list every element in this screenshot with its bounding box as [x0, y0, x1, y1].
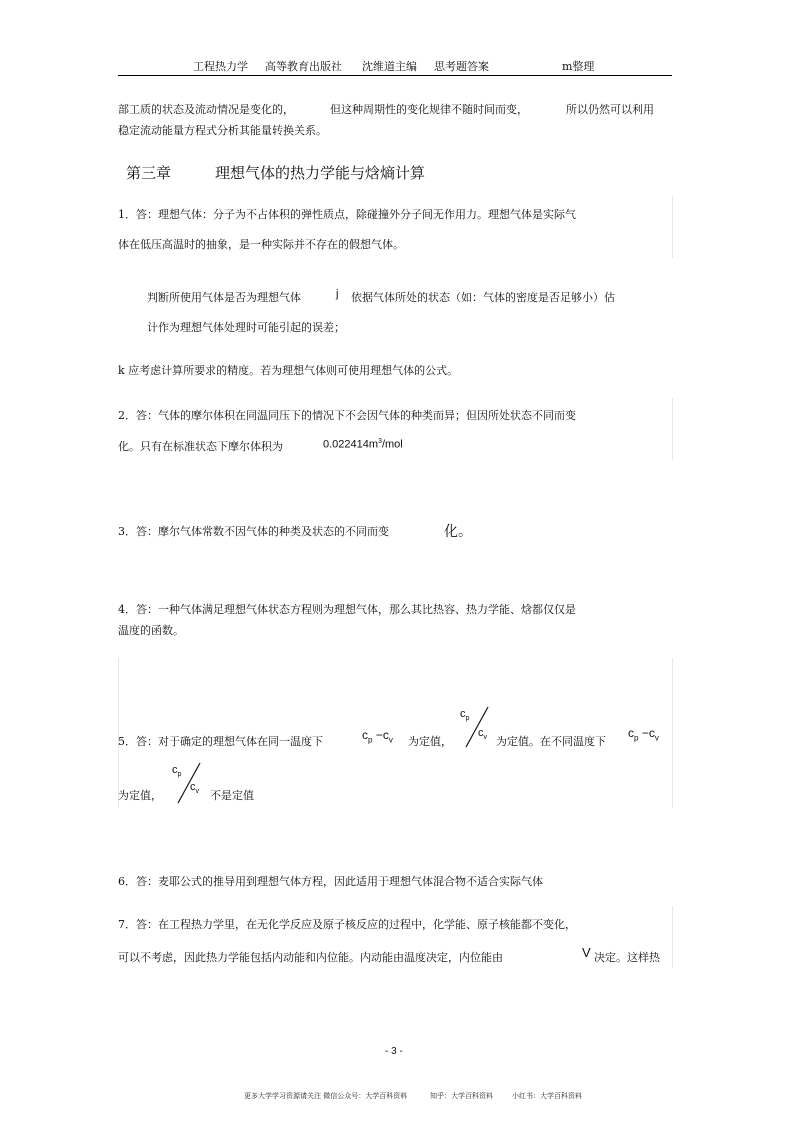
a5-ratio-cp-over-cv: $c_p$ $c_v$	[458, 705, 498, 749]
a1-line5: k 应考虑计算所要求的精度。若为理想气体则可使用理想气体的公式。	[118, 364, 459, 377]
chapter-number: 第三章	[126, 164, 172, 182]
a5-not-fixed: 不是定值	[210, 789, 254, 802]
a4-line1: 4．答：一种气体满足理想气体状态方程则为理想气体，那么其比热容、热力学能、焓都仅仅是	[118, 603, 576, 616]
a5-fixed-1: 为定值，	[408, 735, 452, 748]
page-number: - 3 -	[385, 1046, 403, 1057]
a5-line1: 5．答：对于确定的理想气体在同一温度下	[118, 735, 323, 748]
header-course: 工程热力学	[193, 60, 248, 73]
a1-line3-c: 依据气体所处的状态（如：气体的密度是否足够小）估	[351, 291, 615, 304]
header-doc-type: 思考题答案	[434, 60, 489, 73]
a4-line2: 温度的函数。	[118, 624, 184, 637]
a2-value: 0.022414m	[323, 438, 379, 451]
scan-line	[672, 196, 673, 258]
scan-line	[672, 398, 673, 460]
a2-line2: 化。只有在标准状态下摩尔体积为	[118, 440, 283, 453]
a3-line1: 3．答：摩尔气体常数不因气体的种类及状态的不同而变	[118, 525, 389, 538]
a5-fixed-2: 为定值。在不同温度下	[496, 735, 606, 748]
intro-line1-a: 部工质的状态及流动情况是变化的，	[118, 103, 294, 116]
scan-line	[672, 658, 673, 808]
header-publisher: 高等教育出版社	[265, 60, 342, 73]
a1-line2: 体在低压高温时的抽象，是一种实际并不存在的假想气体。	[118, 238, 404, 251]
a1-line1: 1．答：理想气体：分子为不占体积的弹性质点，除碰撞外分子间无作用力。理想气体是实际气	[118, 208, 576, 221]
footer-wechat: 更多大学学习资源请关注 微信公众号：大学百科资料	[244, 1092, 408, 1100]
scan-line	[672, 906, 673, 968]
a7-line2-end: 决定。这样热	[594, 951, 660, 964]
footer-zhihu: 知乎：大学百科资料	[430, 1092, 493, 1100]
a2-exponent: 3	[378, 438, 382, 445]
a1-marker-j: j	[336, 288, 339, 300]
a1-line3-a: 判断所使用气体是否为理想气体	[147, 291, 301, 304]
header-rule	[118, 75, 672, 76]
a3-line1-end: 化。	[444, 524, 472, 540]
intro-line1-b: 但这种周期性的变化规律不随时间而变，	[330, 103, 528, 116]
chapter-title: 理想气体的热力学能与焓熵计算	[215, 164, 426, 182]
a1-line4: 计作为理想气体处理时可能引起的误差；	[147, 321, 345, 334]
header-editor: 沈维道主编	[362, 60, 417, 73]
a2-molar-volume	[323, 438, 403, 451]
a5-ratio-cp-over-cv-2: $c_p$ $c_v$	[170, 761, 210, 805]
a5-fixed-3: 为定值，	[118, 789, 162, 802]
a2-unit: /mol	[381, 438, 403, 451]
a7-line2: 可以不考虑，因此热力学能包括内动能和内位能。内动能由温度决定，内位能由	[118, 951, 503, 964]
a7-line1: 7．答：在工程热力学里，在无化学反应及原子核反应的过程中，化学能、原子核能都不变化，	[118, 918, 576, 931]
a5-cp-minus-cv: $c_p -c_v$	[362, 728, 393, 745]
a5-cp-minus-cv-2: $c_p -c_v$	[628, 726, 659, 743]
intro-line1-c: 所以仍然可以利用	[566, 103, 654, 116]
a7-volume-symbol: V	[582, 945, 591, 960]
intro-line2: 稳定流动能量方程式分析其能量转换关系。	[118, 124, 327, 137]
a6-line1: 6．答：麦耶公式的推导用到理想气体方程，因此适用于理想气体混合物不适合实际气体	[118, 875, 543, 888]
footer-xiaohongshu: 小红书：大学百科资料	[512, 1092, 582, 1100]
a2-line1: 2．答：气体的摩尔体积在同温同压下的情况下不会因气体的种类而异；但因所处状态不同而变	[118, 409, 576, 422]
header-organizer: m整理	[562, 60, 595, 73]
